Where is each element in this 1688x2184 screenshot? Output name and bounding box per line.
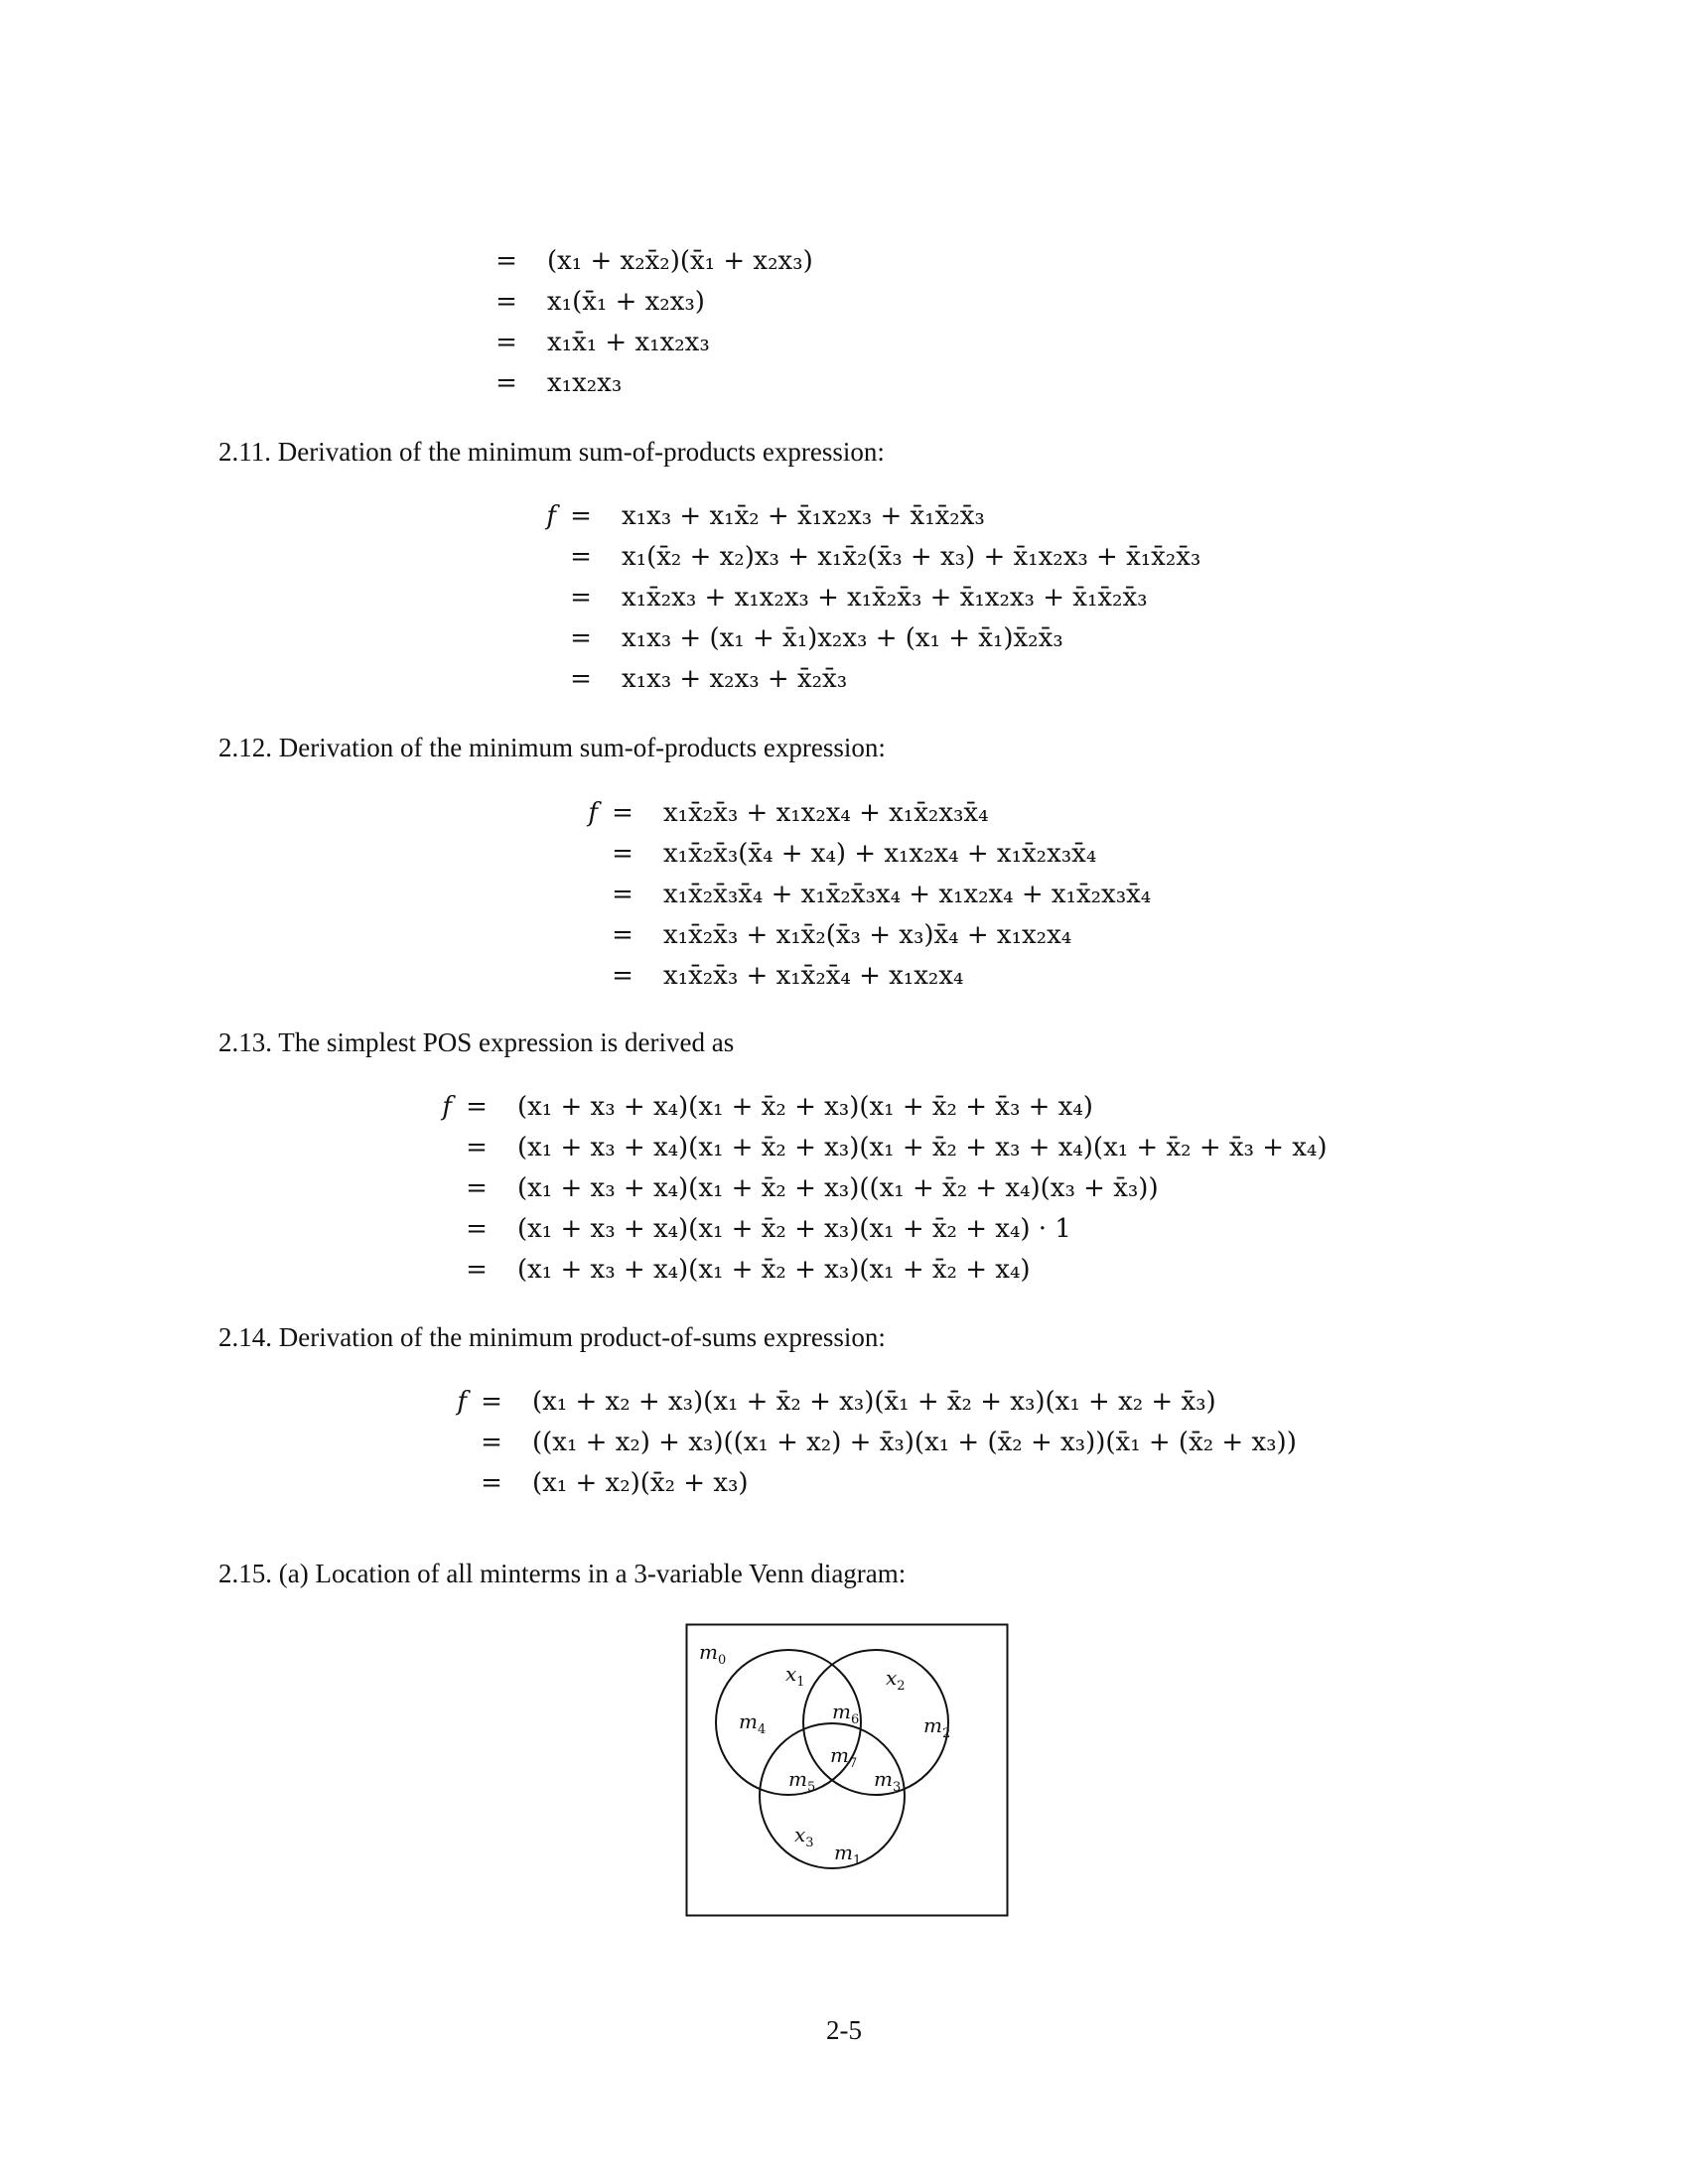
equals-sign: = xyxy=(495,287,517,317)
venn-label-m6: $m_6$ xyxy=(832,1700,860,1727)
equals-sign: = xyxy=(495,328,517,357)
equals-sign: = xyxy=(570,664,592,694)
expression: x₁x̄₂x̄₃ + x₁x̄₂(x̄₃ + x₃)x̄₄ + x₁x₂x₄ xyxy=(663,920,1072,950)
equals-sign: = xyxy=(466,1133,488,1162)
equals-sign: = xyxy=(612,920,633,950)
equals-sign: = xyxy=(570,542,592,572)
equals-sign: = xyxy=(495,368,517,398)
expression: (x₁ + x₃ + x₄)(x₁ + x̄₂ + x₃)((x₁ + x̄₂ + x₄)(x₃ + x̄₃)) xyxy=(517,1173,1159,1203)
section-heading-2-13: 2.13. The simplest POS expression is derived as xyxy=(218,1027,735,1057)
equals-sign: = xyxy=(612,839,633,869)
expression: x₁x̄₂x₃ + x₁x₂x₃ + x₁x̄₂x̄₃ + x̄₁x₂x₃ + x̄₁x̄₂x̄₃ xyxy=(622,583,1148,613)
lhs-variable: f xyxy=(588,798,598,828)
section-heading-2-14: 2.14. Derivation of the minimum product-of-sums expression: xyxy=(218,1322,886,1352)
equals-sign: = xyxy=(466,1092,488,1122)
equals-sign: = xyxy=(570,583,592,613)
expression: ((x₁ + x₂) + x₃)((x₁ + x₂) + x̄₃)(x₁ + (x̄₂ + x₃))(x̄₁ + (x̄₂ + x₃)) xyxy=(532,1428,1297,1457)
expression: x₁x₃ + (x₁ + x̄₁)x₂x₃ + (x₁ + x̄₁)x̄₂x̄₃ xyxy=(622,623,1063,653)
equals-sign: = xyxy=(612,961,633,991)
lhs-variable: f xyxy=(546,501,556,531)
equals-sign: = xyxy=(466,1255,488,1285)
equals-sign: = xyxy=(481,1468,502,1498)
equals-sign: = xyxy=(570,623,592,653)
venn-label-x2: $x_2$ xyxy=(886,1666,906,1694)
expression: x₁x₃ + x₂x₃ + x̄₂x̄₃ xyxy=(622,664,848,694)
equals-sign: = xyxy=(481,1387,502,1417)
expression: x₁x̄₂x̄₃ + x₁x̄₂x̄₄ + x₁x₂x₄ xyxy=(663,961,964,991)
venn-label-m1: $m_1$ xyxy=(834,1841,862,1868)
expression: (x₁ + x₂)(x̄₂ + x₃) xyxy=(532,1468,749,1498)
venn-label-x3: $x_3$ xyxy=(794,1823,814,1850)
venn-label-m2: $m_2$ xyxy=(923,1713,951,1741)
expression: x₁x̄₁ + x₁x₂x₃ xyxy=(547,328,710,357)
expression: x₁x₃ + x₁x̄₂ + x̄₁x₂x₃ + x̄₁x̄₂x̄₃ xyxy=(622,501,985,531)
venn-label-m4: $m_4$ xyxy=(739,1709,767,1737)
equals-sign: = xyxy=(466,1214,488,1244)
equals-sign: = xyxy=(612,880,633,909)
venn-label-m7: $m_7$ xyxy=(830,1743,858,1771)
section-heading-2-11: 2.11. Derivation of the minimum sum-of-products expression: xyxy=(218,437,885,467)
equals-sign: = xyxy=(481,1428,502,1457)
venn-label-m5: $m_5$ xyxy=(788,1767,816,1795)
equals-sign: = xyxy=(495,246,517,276)
equals-sign: = xyxy=(570,501,592,531)
expression: x₁(x̄₂ + x₂)x₃ + x₁x̄₂(x̄₃ + x₃) + x̄₁x₂x₃ + x̄₁x̄₂x̄₃ xyxy=(622,542,1201,572)
venn-label-m0: $m_0$ xyxy=(699,1640,727,1668)
lhs-variable: f xyxy=(457,1387,467,1417)
expression: (x₁ + x₃ + x₄)(x₁ + x̄₂ + x₃)(x₁ + x̄₂ + x₄) · 1 xyxy=(517,1214,1071,1244)
venn-diagram xyxy=(685,1623,1009,1917)
equals-sign: = xyxy=(466,1173,488,1203)
expression: x₁x̄₂x̄₃ + x₁x₂x₄ + x₁x̄₂x₃x̄₄ xyxy=(663,798,989,828)
expression: x₁x̄₂x̄₃x̄₄ + x₁x̄₂x̄₃x₄ + x₁x₂x₄ + x₁x̄₂x₃x̄₄ xyxy=(663,880,1152,909)
expression: (x₁ + x₃ + x₄)(x₁ + x̄₂ + x₃)(x₁ + x̄₂ + x₃ + x₄)(x₁ + x̄₂ + x̄₃ + x₄) xyxy=(517,1133,1328,1162)
lhs-variable: f xyxy=(442,1092,452,1122)
venn-label-m3: $m_3$ xyxy=(874,1767,902,1795)
expression: x₁x₂x₃ xyxy=(547,368,623,398)
section-heading-2-12: 2.12. Derivation of the minimum sum-of-products expression: xyxy=(218,733,886,762)
expression: x₁x̄₂x̄₃(x̄₄ + x₄) + x₁x₂x₄ + x₁x̄₂x₃x̄₄ xyxy=(663,839,1097,869)
equals-sign: = xyxy=(612,798,633,828)
expression: x₁(x̄₁ + x₂x₃) xyxy=(547,287,705,317)
venn-label-x1: $x_1$ xyxy=(785,1662,805,1690)
expression: (x₁ + x₃ + x₄)(x₁ + x̄₂ + x₃)(x₁ + x̄₂ + x̄₃ + x₄) xyxy=(517,1092,1093,1122)
expression: (x₁ + x₃ + x₄)(x₁ + x̄₂ + x₃)(x₁ + x̄₂ + x₄) xyxy=(517,1255,1031,1285)
expression: (x₁ + x₂ + x₃)(x₁ + x̄₂ + x₃)(x̄₁ + x̄₂ + x₃)(x₁ + x₂ + x̄₃) xyxy=(532,1387,1216,1417)
section-heading-2-15: 2.15. (a) Location of all minterms in a 3-variable Venn diagram: xyxy=(218,1559,907,1588)
expression: (x₁ + x₂x̄₂)(x̄₁ + x₂x₃) xyxy=(547,246,813,276)
page-number: 2-5 xyxy=(826,2015,862,2045)
